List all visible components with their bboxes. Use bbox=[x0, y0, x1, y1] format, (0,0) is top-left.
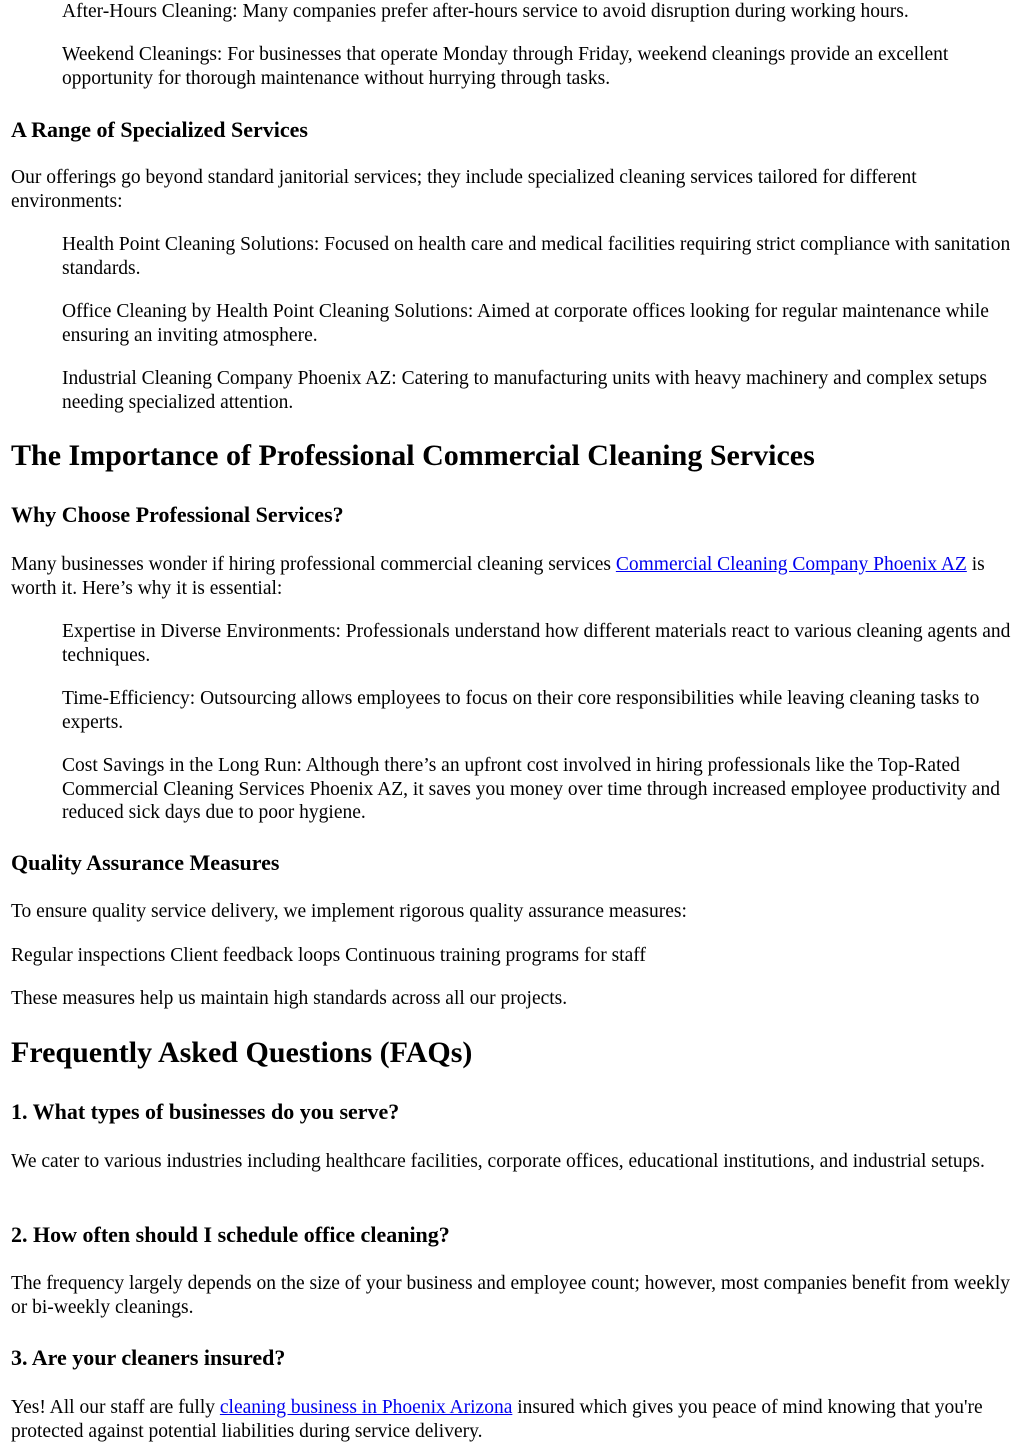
blockquote-time-efficiency: Time-Efficiency: Outsourcing allows employees to focus on their core responsibilities while leaving cleaning tasks to experts. bbox=[62, 688, 980, 733]
faq-answer-3-text-before: Yes! All our staff are fully bbox=[11, 1397, 220, 1418]
faq-question-3: 3. Are your cleaners insured? bbox=[11, 1345, 286, 1370]
blockquote-expertise: Expertise in Diverse Environments: Professionals understand how different materials react to various cleaning agents and techniques. bbox=[62, 621, 1011, 666]
blockquote-after-hours: After-Hours Cleaning: Many companies prefer after-hours service to avoid disruption during working hours. bbox=[62, 1, 909, 22]
faq-answer-3 bbox=[11, 1396, 1014, 1443]
paragraph-why-choose bbox=[11, 553, 1014, 600]
heading-specialized-services: A Range of Specialized Services bbox=[11, 117, 308, 142]
paragraph-why-text-after: is worth it. Here’s why it is essential: bbox=[11, 554, 985, 599]
paragraph-specialized-intro: Our offerings go beyond standard janitorial services; they include specialized cleaning services tailored for different environments: bbox=[11, 167, 917, 212]
heading-quality-assurance: Quality Assurance Measures bbox=[11, 850, 280, 875]
heading-faq: Frequently Asked Questions (FAQs) bbox=[11, 1036, 473, 1069]
faq-question-2: 2. How often should I schedule office cleaning? bbox=[11, 1222, 450, 1247]
blockquote-cost-savings: Cost Savings in the Long Run: Although there’s an upfront cost involved in hiring professionals like the Top-Rated Commercial Cleaning Services Phoenix AZ, it saves you money over time through increased employee productivity and reduced sick days due to poor hygiene. bbox=[62, 755, 1000, 823]
blockquote-health-point: Health Point Cleaning Solutions: Focused on health care and medical facilities requiring strict compliance with sanitation standards. bbox=[62, 234, 1011, 279]
faq-answer-3-text-after: insured which gives you peace of mind knowing that you're protected against potential liabilities during service delivery. bbox=[11, 1397, 983, 1442]
faq-question-1: 1. What types of businesses do you serve? bbox=[11, 1099, 400, 1124]
blockquote-industrial: Industrial Cleaning Company Phoenix AZ: Catering to manufacturing units with heavy machinery and complex setups needing specialized attention. bbox=[62, 368, 987, 413]
paragraph-why-text-before: Many businesses wonder if hiring professional commercial cleaning services bbox=[11, 554, 616, 575]
heading-importance: The Importance of Professional Commercial Cleaning Services bbox=[11, 439, 815, 472]
link-commercial-cleaning-company[interactable]: Commercial Cleaning Company Phoenix AZ bbox=[615, 554, 967, 575]
paragraph-quality-end: These measures help us maintain high standards across all our projects. bbox=[11, 988, 568, 1009]
heading-why-choose: Why Choose Professional Services? bbox=[11, 502, 344, 527]
blockquote-office-cleaning: Office Cleaning by Health Point Cleaning Solutions: Aimed at corporate offices looking for regular maintenance while ensuring an inviting atmosphere. bbox=[62, 301, 989, 346]
paragraph-quality-intro: To ensure quality service delivery, we implement rigorous quality assurance measures: bbox=[11, 901, 687, 922]
paragraph-quality-list: Regular inspections Client feedback loops Continuous training programs for staff bbox=[11, 945, 646, 966]
link-cleaning-business-phoenix[interactable]: cleaning business in Phoenix Arizona bbox=[219, 1397, 513, 1418]
faq-answer-1: We cater to various industries including healthcare facilities, corporate offices, educational institutions, and industrial setups. bbox=[11, 1151, 985, 1172]
blockquote-weekend: Weekend Cleanings: For businesses that operate Monday through Friday, weekend cleanings provide an excellent opportunity for thorough maintenance without hurrying through tasks. bbox=[62, 44, 949, 89]
faq-answer-2: The frequency largely depends on the size of your business and employee count; however, most companies benefit from weekly or bi-weekly cleanings. bbox=[11, 1273, 1011, 1318]
